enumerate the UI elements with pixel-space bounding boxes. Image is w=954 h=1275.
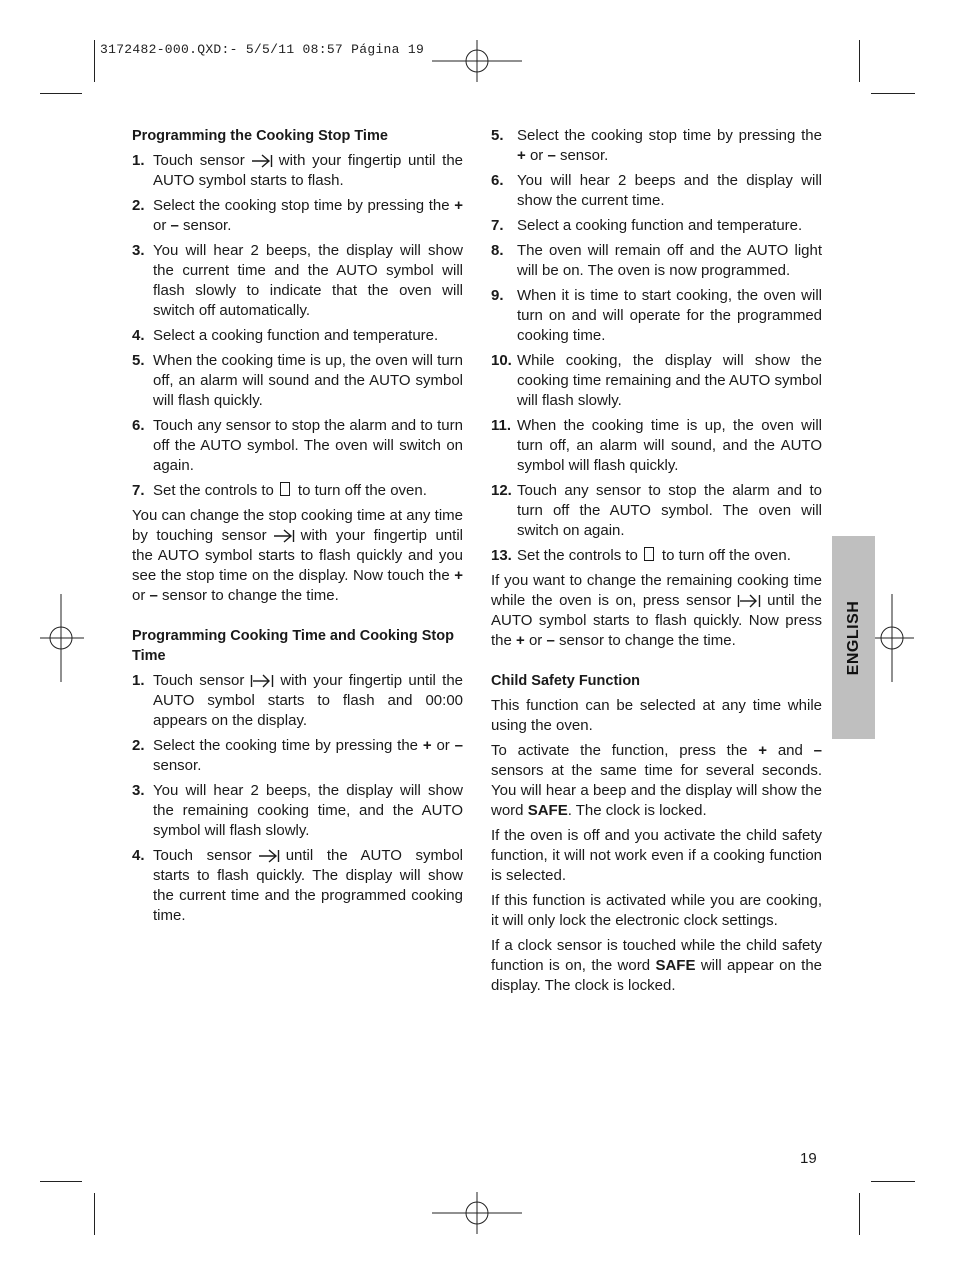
paragraph: This function can be selected at any time while using the oven. xyxy=(491,697,822,734)
section-heading: Programming the Cooking Stop Time xyxy=(132,128,388,144)
bar-arrow-bar-icon xyxy=(250,674,274,688)
crop-mark xyxy=(94,1193,95,1235)
list-item: 4. Touch sensor until the AUTO symbol starts to flash quickly. The display will show the current time and the programmed cooking time. xyxy=(132,847,464,924)
list-item: 2. Select the cooking stop time by pressing the + or – sensor. xyxy=(132,197,464,234)
list-item: 12. Touch any sensor to stop the alarm and to turn off the AUTO symbol. The oven will switch on again. xyxy=(491,482,822,539)
arrow-to-bar-icon xyxy=(251,154,273,168)
paragraph: If a clock sensor is touched while the child safety function is on, the word SAFE will appear on the display. The clock is locked. xyxy=(491,937,823,994)
section-heading: Child Safety Function xyxy=(491,673,641,689)
list-item: 1. Touch sensor with your fingertip until the AUTO symbol starts to flash and 00:00 appears on the display. xyxy=(132,672,463,729)
cooking-time-steps-continued xyxy=(491,126,822,566)
paragraph: You can change the stop cooking time at any time by touching sensor with your fingertip until the AUTO symbol starts to flash quickly and you see the stop time on the display. Now touch the + or – sensor to change the time. xyxy=(132,507,463,604)
registration-mark-icon xyxy=(40,594,84,682)
crop-mark xyxy=(94,40,95,82)
off-position-icon xyxy=(280,482,290,496)
crop-mark xyxy=(859,1193,860,1235)
list-item: 8. The oven will remain off and the AUTO light will be on. The oven is now programmed. xyxy=(491,242,822,279)
list-item: 11. When the cooking time is up, the oven will turn off, an alarm will sound, and the AUTO symbol will flash quickly. xyxy=(491,417,822,474)
page-number: 19 xyxy=(800,1150,817,1167)
registration-mark-icon xyxy=(432,1192,522,1234)
off-position-icon xyxy=(644,547,654,561)
list-item: 7. Set the controls to to turn off the oven. xyxy=(132,482,427,499)
crop-mark xyxy=(871,93,915,94)
list-item: 3. You will hear 2 beeps, the display will show the current time and the AUTO symbol will flash slowly to indicate that the oven will switch off automatically. xyxy=(132,242,463,319)
cooking-time-steps xyxy=(132,671,463,926)
arrow-to-bar-icon xyxy=(273,529,295,543)
list-item: 2. Select the cooking time by pressing the + or – sensor. xyxy=(132,737,463,774)
list-item: 10. While cooking, the display will show the cooking time remaining and the AUTO symbol will flash slowly. xyxy=(491,352,822,409)
list-item: 13. Set the controls to to turn off the oven. xyxy=(491,547,791,564)
registration-mark-icon xyxy=(870,594,914,682)
crop-mark xyxy=(40,93,82,94)
paragraph: If this function is activated while you are cooking, it will only lock the electronic clock settings. xyxy=(491,892,822,929)
list-item: 1. Touch sensor with your fingertip until the AUTO symbol starts to flash. xyxy=(132,152,464,189)
list-item: 6. Touch any sensor to stop the alarm and to turn off the AUTO symbol. The oven will switch on again. xyxy=(132,417,463,474)
crop-mark xyxy=(40,1181,82,1182)
paragraph: To activate the function, press the + and – sensors at the same time for several seconds. You will hear a beep and the display will show the word SAFE. The clock is locked. xyxy=(491,742,822,819)
list-item: 7. Select a cooking function and temperature. xyxy=(491,217,803,234)
list-item: 3. You will hear 2 beeps, the display will show the remaining cooking time, and the AUTO symbol will flash slowly. xyxy=(132,782,463,839)
paragraph: If the oven is off and you activate the child safety function, it will not work even if a cooking function is selected. xyxy=(491,827,822,884)
section-heading: Programming Cooking Time and Cooking Stop Time xyxy=(132,628,454,664)
crop-mark xyxy=(859,40,860,82)
registration-mark-icon xyxy=(432,40,522,82)
list-item: 4. Select a cooking function and temperature. xyxy=(132,327,439,344)
paragraph: If you want to change the remaining cooking time while the oven is on, press sensor until the AUTO symbol starts to flash quickly. Now press the + or – sensor to change the time. xyxy=(491,572,823,649)
right-column xyxy=(491,126,822,1001)
left-column xyxy=(132,126,463,931)
arrow-to-bar-icon xyxy=(258,849,280,863)
bar-arrow-bar-icon xyxy=(737,594,761,608)
stop-time-steps xyxy=(132,151,463,501)
language-tab-label: ENGLISH xyxy=(844,600,862,675)
language-tab xyxy=(832,536,875,739)
list-item: 5. Select the cooking stop time by pressing the + or – sensor. xyxy=(491,127,822,164)
crop-mark xyxy=(871,1181,915,1182)
print-slug: 3172482-000.QXD:- 5/5/11 08:57 Página 19 xyxy=(100,42,425,57)
list-item: 5. When the cooking time is up, the oven will turn off, an alarm will sound and the AUTO symbol will flash quickly. xyxy=(132,352,463,409)
list-item: 6. You will hear 2 beeps and the display will show the current time. xyxy=(491,172,822,209)
list-item: 9. When it is time to start cooking, the oven will turn on and will operate for the programmed cooking time. xyxy=(491,287,822,344)
